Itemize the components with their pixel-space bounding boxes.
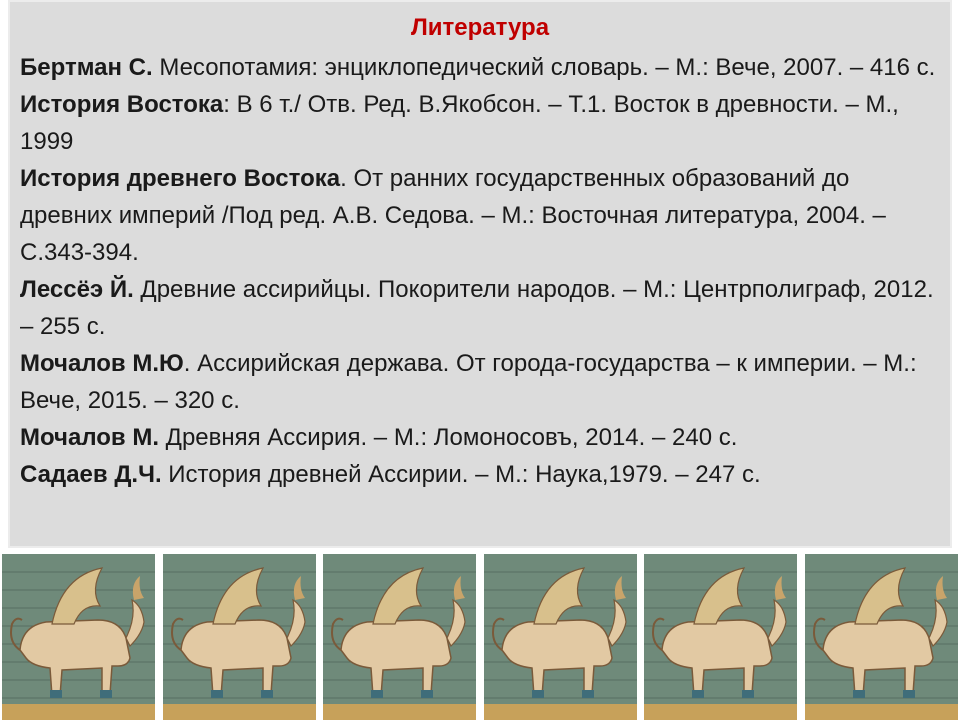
winged-bull-frieze-icon — [163, 554, 316, 720]
reference-author: Лессёэ Й. — [20, 276, 134, 303]
slide-title: Литература — [410, 14, 550, 41]
reference-details: Древние ассирийцы. Покорители народов. – М.: Центрполиграф, 2012. – 255 с. — [20, 276, 934, 340]
reference-details: Месопотамия: энциклопедический словарь. – М.: Вече, 2007. – 416 с. — [152, 54, 936, 81]
winged-bull-frieze-icon — [805, 554, 958, 720]
reference-item — [20, 456, 940, 493]
winged-bull-frieze-icon — [484, 554, 637, 720]
reference-item — [20, 160, 940, 271]
reference-author: История древнего Востока — [20, 165, 341, 192]
winged-bull-frieze — [0, 554, 960, 720]
reference-details: . От ранних государственных образований до древних империй /Под ред. А.В. Седова. – М.: Восточная литература, 2004. – С.343-394. — [20, 165, 886, 266]
reference-details: История древней Ассирии. – М.: Наука,1979. – 247 с. — [161, 461, 761, 488]
reference-details: : В 6 т./ Отв. Ред. В.Якобсон. – Т.1. Восток в древности. – М., 1999 — [20, 91, 899, 155]
reference-item — [20, 271, 940, 345]
bibliography-panel — [8, 0, 952, 548]
reference-item — [20, 49, 940, 86]
reference-author: История Востока — [20, 91, 224, 118]
reference-item — [20, 345, 940, 419]
winged-bull-frieze-icon — [2, 554, 155, 720]
reference-details: . Ассирийская держава. От города-государства – к империи. – М.: Вече, 2015. – 320 с. — [20, 350, 917, 414]
reference-author: Мочалов М. — [20, 424, 160, 451]
reference-author: Садаев Д.Ч. — [20, 461, 162, 488]
winged-bull-frieze-icon — [323, 554, 476, 720]
reference-author: Бертман С. — [20, 54, 153, 81]
reference-item — [20, 419, 940, 456]
winged-bull-frieze-icon — [644, 554, 797, 720]
reference-list — [20, 49, 940, 493]
reference-item — [20, 86, 940, 160]
reference-author: Мочалов М.Ю — [20, 350, 184, 377]
reference-details: Древняя Ассирия. – М.: Ломоносовъ, 2014. – 240 с. — [159, 424, 738, 451]
